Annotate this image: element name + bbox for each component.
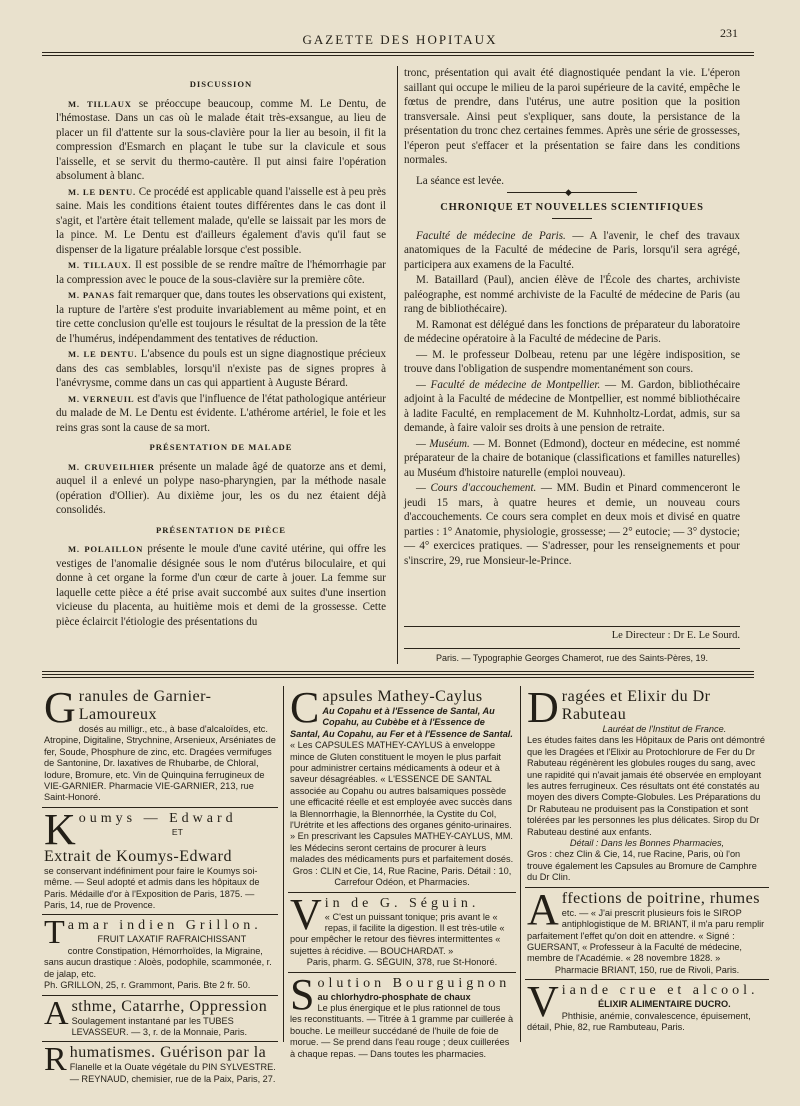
paragraph	[56, 288, 386, 346]
column-divider	[397, 66, 398, 664]
ad-et: ET	[171, 826, 183, 837]
paragraph-text: présente le moule d'une cavité utérine, qui offre les vestiges de l'anomalie désignée sous le nom d'utérus biloculaire, et qui donne à cet organe la forme d'un cœur de carte à jouer. La femme sur laquelle cette pièce a été prise avait succombé aux suites d'une insertion vicieuse du placenta, au huitième mois et demi de la grossesse. Cette pièce éclaircit l'étiologie des présentations du	[56, 543, 386, 628]
paragraph: M. Ramonat est délégué dans les fonctions de préparateur du laboratoire de médecine opératoire à la Faculté de médecine de Paris.	[404, 318, 740, 345]
ad-subtitle: au chlorhydro-phosphate de chaux	[317, 991, 471, 1002]
paragraph	[404, 378, 740, 436]
ad-title: ranules de Garnier-Lamoureux	[78, 688, 212, 723]
paragraph	[404, 481, 740, 568]
header-rule	[42, 52, 754, 53]
ad-detail: Détail : Dans les Bonnes Pharmacies,	[569, 838, 725, 849]
lead: Faculté de médecine de Paris.	[416, 229, 566, 242]
paragraph-text: Il est possible de se rendre maître de l'hémorrhagie par la compression avec le pouce de la sous-clavière sur la première côte.	[56, 259, 386, 286]
ad-capsules-mathey-caylus	[288, 686, 516, 893]
ad-subtitle: Lauréat de l'Institut de France.	[602, 724, 727, 734]
ad-text: dosés au milligr., etc., à base d'alcaloïdes, etc. Atropine, Digitaline, Strychnine, Arsenieux, Arséniates de fer, Soude, Phosphure de zinc, etc. Dragées vermifuges de Santonine, Dr. laxatives de Rhubarbe, de Chloral, Iodure, Bromure, etc. Vin de Quinquina ferrugineux de VIE-GARNIER. Pharmacie VIE-GARNIER, 213, rue Saint-Honoré.	[44, 724, 276, 803]
drop-initial: D	[527, 686, 559, 732]
ad-text: Soulagement instantané par les TUBES LEVASSEUR. — 3, r. de la Monnaie, Paris.	[71, 1015, 248, 1037]
drop-initial: V	[290, 892, 322, 939]
ad-title: in de G. Séguin.	[324, 895, 480, 911]
speaker: M. LE DENTU.	[68, 349, 138, 359]
ad-text: Les études faites dans les Hôpitaux de Paris ont démontré que les Dragées et l'Elixir au Protochlorure de Fer du Dr Rabuteau régénèrent les globules rouges du sang, avec une rapidité qui n'avait jamais été observée en employant les autres ferrugineux. Ces résultats ont été constatés au moyen des divers Compte-Globules. Les Préparations du Dr Rabuteau ne produisent pas la Constipation et sont tolérées par les personnes les plus délicates. Sirop du Dr Rabuteau destiné aux enfants.	[527, 735, 765, 837]
paragraph	[56, 97, 386, 184]
ad-title: amar indien Grillon.	[67, 918, 262, 934]
drop-initial: K	[44, 807, 76, 854]
ad-rabuteau	[525, 686, 769, 888]
seance-levee: La séance est levée.	[416, 174, 505, 187]
paragraph	[56, 185, 386, 258]
paragraph	[56, 258, 386, 287]
ad-text: contre Constipation, Hémorrhoïdes, la Migraine, sans aucun drastique : Aloès, podophile, scammonée, r. de jalap, etc.	[44, 945, 272, 979]
paragraph	[56, 347, 386, 391]
paragraph: M. Bataillard (Paul), ancien élève de l'École des chartes, archiviste paléographe, est nommé archiviste de la Faculté de médecine de Paris (au rang de bibliothécaire).	[404, 274, 740, 315]
right-column	[404, 66, 740, 569]
paragraph	[56, 542, 386, 629]
drop-initial: V	[527, 980, 559, 1027]
ad-text: Phthisie, anémie, convalescence, épuisement, détail, Phie, 82, rue Rambuteau, Paris.	[527, 1010, 751, 1032]
ad-divider	[520, 686, 521, 1042]
ad-subtitle: Extrait de Koumys-Edward	[44, 847, 232, 865]
lead: — Cours d'accouchement.	[416, 482, 537, 494]
speaker: M. LE DENTU.	[68, 186, 136, 197]
paragraph	[56, 392, 386, 436]
paragraph-text: — M. Gardon, bibliothécaire adjoint à la Faculté de médecine de Montpellier, est nommé bibliothécaire à ladite Faculté, en remplacement de M. Kuhnholtz-Lordat, admis, sur sa demande, à faire valoir ses droits à une pension de retraite.	[404, 378, 740, 434]
ad-address: Ph. GRILLON, 25, r. Grammont, Paris. Bte 2 fr. 50.	[44, 980, 251, 991]
director-rule	[404, 626, 740, 627]
paragraph	[404, 229, 740, 273]
ad-address: Gros : CLIN et Cie, 14, Rue Racine, Paris. Détail : 10, Carrefour Odéon, et Pharmacies.	[292, 865, 512, 888]
paragraph-text: se préoccupe beaucoup, comme M. Le Dentu, de l'hémostase. Dans un cas où le malade était très-exsangue, au lieu de placer un fil d'attente sur la sous-clavière pour la lier au besoin, il fit la compression d'Esmarch en plaçant le tube sur la clavicule et sous l'aisselle, et se servit du thermo-cautère. Il put ainsi faire l'opération absolument à blanc.	[56, 97, 387, 182]
ad-divider	[283, 686, 284, 1042]
ad-viande-crue	[525, 980, 769, 1036]
ad-rhumatismes	[42, 1042, 278, 1088]
ad-title: oumys — Edward	[78, 810, 237, 826]
paragraph-text: fait remarquer que, dans toutes les observations qui existent, la rupture de l'artère s'est produite invariablement au même point, et en tire cette conclusion qu'elle est toujours le résultat de la pression de la tête de l'humérus, indépendamment des tentatives de réduction.	[56, 289, 386, 345]
speaker: M. TILLAUX	[68, 98, 132, 109]
ad-title: olution Bourguignon	[317, 975, 511, 991]
ad-koumys-edward	[42, 808, 278, 916]
lead: — Faculté de médecine de Montpellier.	[416, 378, 601, 391]
ad-title: apsules Mathey-Caylus	[322, 688, 483, 705]
ad-text: Le plus énergique et le plus rationnel de tous les reconstituants. — Titrée à 1 gramme par cuillerée à bouche. Le meilleur succédané de l'huile de foie de morue. — Se prend dans l'eau rouge ; deux cuillerées à chaque repas. — Dans toutes les pharmacies.	[290, 1002, 514, 1059]
journal-title: GAZETTE DES HOPITAUX	[302, 32, 498, 47]
paragraph-text: est d'avis que l'influence de l'état pathologique antérieur du malade de M. Le Dentu est évidente. L'athérome artériel, le foie et les reins gras sont la cause de sa mort.	[56, 392, 387, 434]
advertisements	[42, 686, 772, 1084]
speaker: M. POLAILLON	[68, 544, 144, 554]
ad-asthme	[42, 996, 278, 1043]
drop-initial: G	[44, 686, 76, 732]
left-column	[56, 72, 386, 630]
ad-subtitle: ÉLIXIR ALIMENTAIRE DUCRO.	[598, 999, 731, 1010]
page-number: 231	[720, 26, 738, 40]
paragraph-text: L'absence du pouls est un signe diagnostique précieux dans des cas semblables, lorsqu'il n'existe pas de signes propres à l'anévrysme, comme dans un cas qui appartient à Auguste Bérard.	[56, 348, 386, 389]
paragraph-text: — MM. Budin et Pinard commenceront le jeudi 15 mars, à quatre heures et demie, un nouveau cours d'accouchements. Ce cours sera complet en deux mois et divisé en quatre parties : 1° Anatomie, physiologie, grossesse; — 2° eutocie; — 3° dystocie; — 4° exercices pratiques. — S'adresser, pour les renseignements et pour s'inscrire, 29, rue Monsieur-le-Prince.	[404, 482, 740, 567]
ad-column-left	[42, 686, 278, 1088]
chronique-heading: CHRONIQUE ET NOUVELLES SCIENTIFIQUES	[440, 202, 704, 213]
ad-address: Pharmacie BRIANT, 150, rue de Rivoli, Paris.	[554, 964, 740, 975]
ad-text: etc. — « J'ai prescrit plusieurs fois le SIROP antiphlogistique de M. BRIANT, il m'a paru remplir parfaitement l'effet qu'on doit en attendre. « Signé : GUERSANT, « Professeur à la Faculté de médecine, membre de l'Académie. « 28 novembre 1828. »	[527, 907, 765, 964]
paragraph	[404, 437, 740, 481]
discussion-heading: DISCUSSION	[189, 79, 253, 89]
speaker: M. VERNEUIL	[68, 393, 135, 404]
paragraph-text: — M. Bonnet (Edmond), docteur en médecine, est nommé préparateur de la chaire de botanique (classifications et familles naturelles) au Muséum d'histoire naturelle (emploi nouveau).	[404, 437, 740, 479]
ad-address: Paris, pharm. G. SÉGUIN, 378, rue St-Honoré.	[306, 957, 498, 968]
director-line: Le Directeur : Dr E. Le Sourd.	[611, 630, 740, 641]
ad-title: iande crue et alcool.	[561, 983, 759, 999]
ad-subtitle: Au Copahu et à l'Essence de Santal, Au Copahu, au Cubèbe et à l'Essence de Santal, Au Copahu, au Fer et à l'Essence de Santal.	[290, 706, 513, 739]
ad-sirop-briant	[525, 888, 769, 980]
printer-rule	[404, 648, 740, 649]
ornament-rule	[507, 192, 637, 193]
running-header	[0, 22, 800, 52]
speaker: M. CRUVEILHIER	[68, 461, 155, 472]
ads-rule	[42, 671, 754, 672]
ad-column-right	[525, 686, 769, 1036]
ad-text: « Les CAPSULES MATHEY-CAYLUS à enveloppe mince de Gluten constituent le moyen le plus parfait pour administrer certains médicaments à odeur et à saveur désagréables. « L'ESSENCE DE SANTAL associée au Copahu ou autres balsamiques possède une efficacité réelle et est employée avec succès dans la Blennorrhagie, la Blennorrhée, la Cystite du Col, l'Urétrite et les affections des organes génito-urinaires. » En prescrivant les Capsules MATHEY-CAYLUS, MM. les Médecins seront certains de procurer à leurs malades des médicaments purs et parfaitement dosés.	[290, 740, 514, 865]
ad-title: sthme, Catarrhe, Oppression	[71, 997, 268, 1015]
paragraph	[56, 460, 386, 518]
presentation-malade-heading: PRÉSENTATION DE MALADE	[149, 442, 293, 452]
paragraph: tronc, présentation qui avait été diagnostiquée pendant la vie. L'éperon saillant qui occupe le milieu de la paroi supérieure de la cavité, empêche le fœtus de prendre, dans l'utérus, une autre position que la position transversale. Ainsi peut s'expliquer, sans doute, la persistance de la présentation du tronc chez certaines femmes. Après une série de grossesses, l'éperon peut s'effacer et la présentation se faire dans les conditions normales.	[404, 67, 740, 166]
printer-line: Paris. — Typographie Georges Chamerot, rue des Saints-Pères, 19.	[436, 653, 708, 663]
ad-subtitle: FRUIT LAXATIF RAFRAICHISSANT	[97, 934, 247, 945]
drop-initial: C	[290, 686, 320, 732]
ad-title: ffections de poitrine, rhumes	[561, 889, 760, 907]
ad-text: Flanelle et la Ouate végétale du PIN SYLVESTRE. — REYNAUD, chemisier, rue de la Paix, Paris, 27.	[69, 1062, 276, 1084]
header-rule-thin	[42, 55, 754, 56]
ad-text: « C'est un puissant tonique; pris avant le « repas, il facilite la digestion. Il est très-utile « pour empêcher le retour des fièvres intermittentes « sujettes à récidive. — BOUCHARDAT. »	[290, 911, 505, 956]
drop-initial: S	[290, 972, 315, 1019]
ad-vin-seguin	[288, 893, 516, 973]
paragraph-text: Ce procédé est applicable quand l'aisselle est à peu près saine. Mais les conditions étaient toutes différentes dans le cas dont il s'agit, et l'artère était tellement malade, qu'elle se laissait par les mors de la pince. M. Le Dentu est d'ailleurs également d'avis qu'il faut se dispenser de la ligature préalable lorsque c'est possible.	[56, 185, 386, 256]
drop-initial: R	[44, 1042, 67, 1079]
ad-tamar-grillon	[42, 915, 278, 995]
ad-address: Gros : chez Clin & Cie, 14, rue Racine, Paris, où l'on trouve également les Capsules au Bromure de Camphre du Dr Clin.	[527, 849, 757, 883]
lead: — Muséum.	[416, 437, 470, 450]
drop-initial: T	[44, 915, 65, 952]
ads-rule-third	[42, 677, 754, 678]
drop-initial: A	[44, 995, 69, 1032]
ad-granules-garnier	[42, 686, 278, 808]
ad-solution-bourguignon	[288, 973, 516, 1063]
paragraph: — M. le professeur Dolbeau, retenu par une légère indisposition, se trouve dans l'obligation de suspendre momentanément son cours.	[404, 348, 740, 375]
paragraph-text: présente un malade âgé de quatorze ans et demi, auquel il a enlevé un polype naso-pharyngien, par la méthode nasale (opération d'Ollier). Au dixième jour, les os du nez étaient déjà consolidés.	[56, 460, 386, 516]
presentation-piece-heading: PRÉSENTATION DE PIÈCE	[155, 524, 287, 535]
ad-title: humatismes. Guérison par la	[69, 1044, 267, 1062]
paragraph-text: — A l'avenir, le chef des travaux anatomiques de la Faculté de médecine de Paris, lorsqu'il sera agrégé, participera aux examens de la Faculté.	[404, 229, 740, 271]
drop-initial: A	[527, 887, 559, 934]
ad-column-middle	[288, 686, 516, 1063]
short-rule	[552, 218, 592, 219]
ad-title: ragées et Elixir du Dr Rabuteau	[561, 688, 711, 723]
speaker: M. PANAS	[68, 290, 115, 300]
ad-text: se conservant indéfiniment pour faire le Koumys soi-même. — Seul adopté et admis dans les hôpitaux de Paris. Médaille d'or à l'Exposition de Paris, 1875. — Paris, 14, rue de Provence.	[44, 865, 260, 911]
speaker: M. TILLAUX.	[68, 260, 132, 270]
ads-rule-thin	[42, 674, 754, 675]
